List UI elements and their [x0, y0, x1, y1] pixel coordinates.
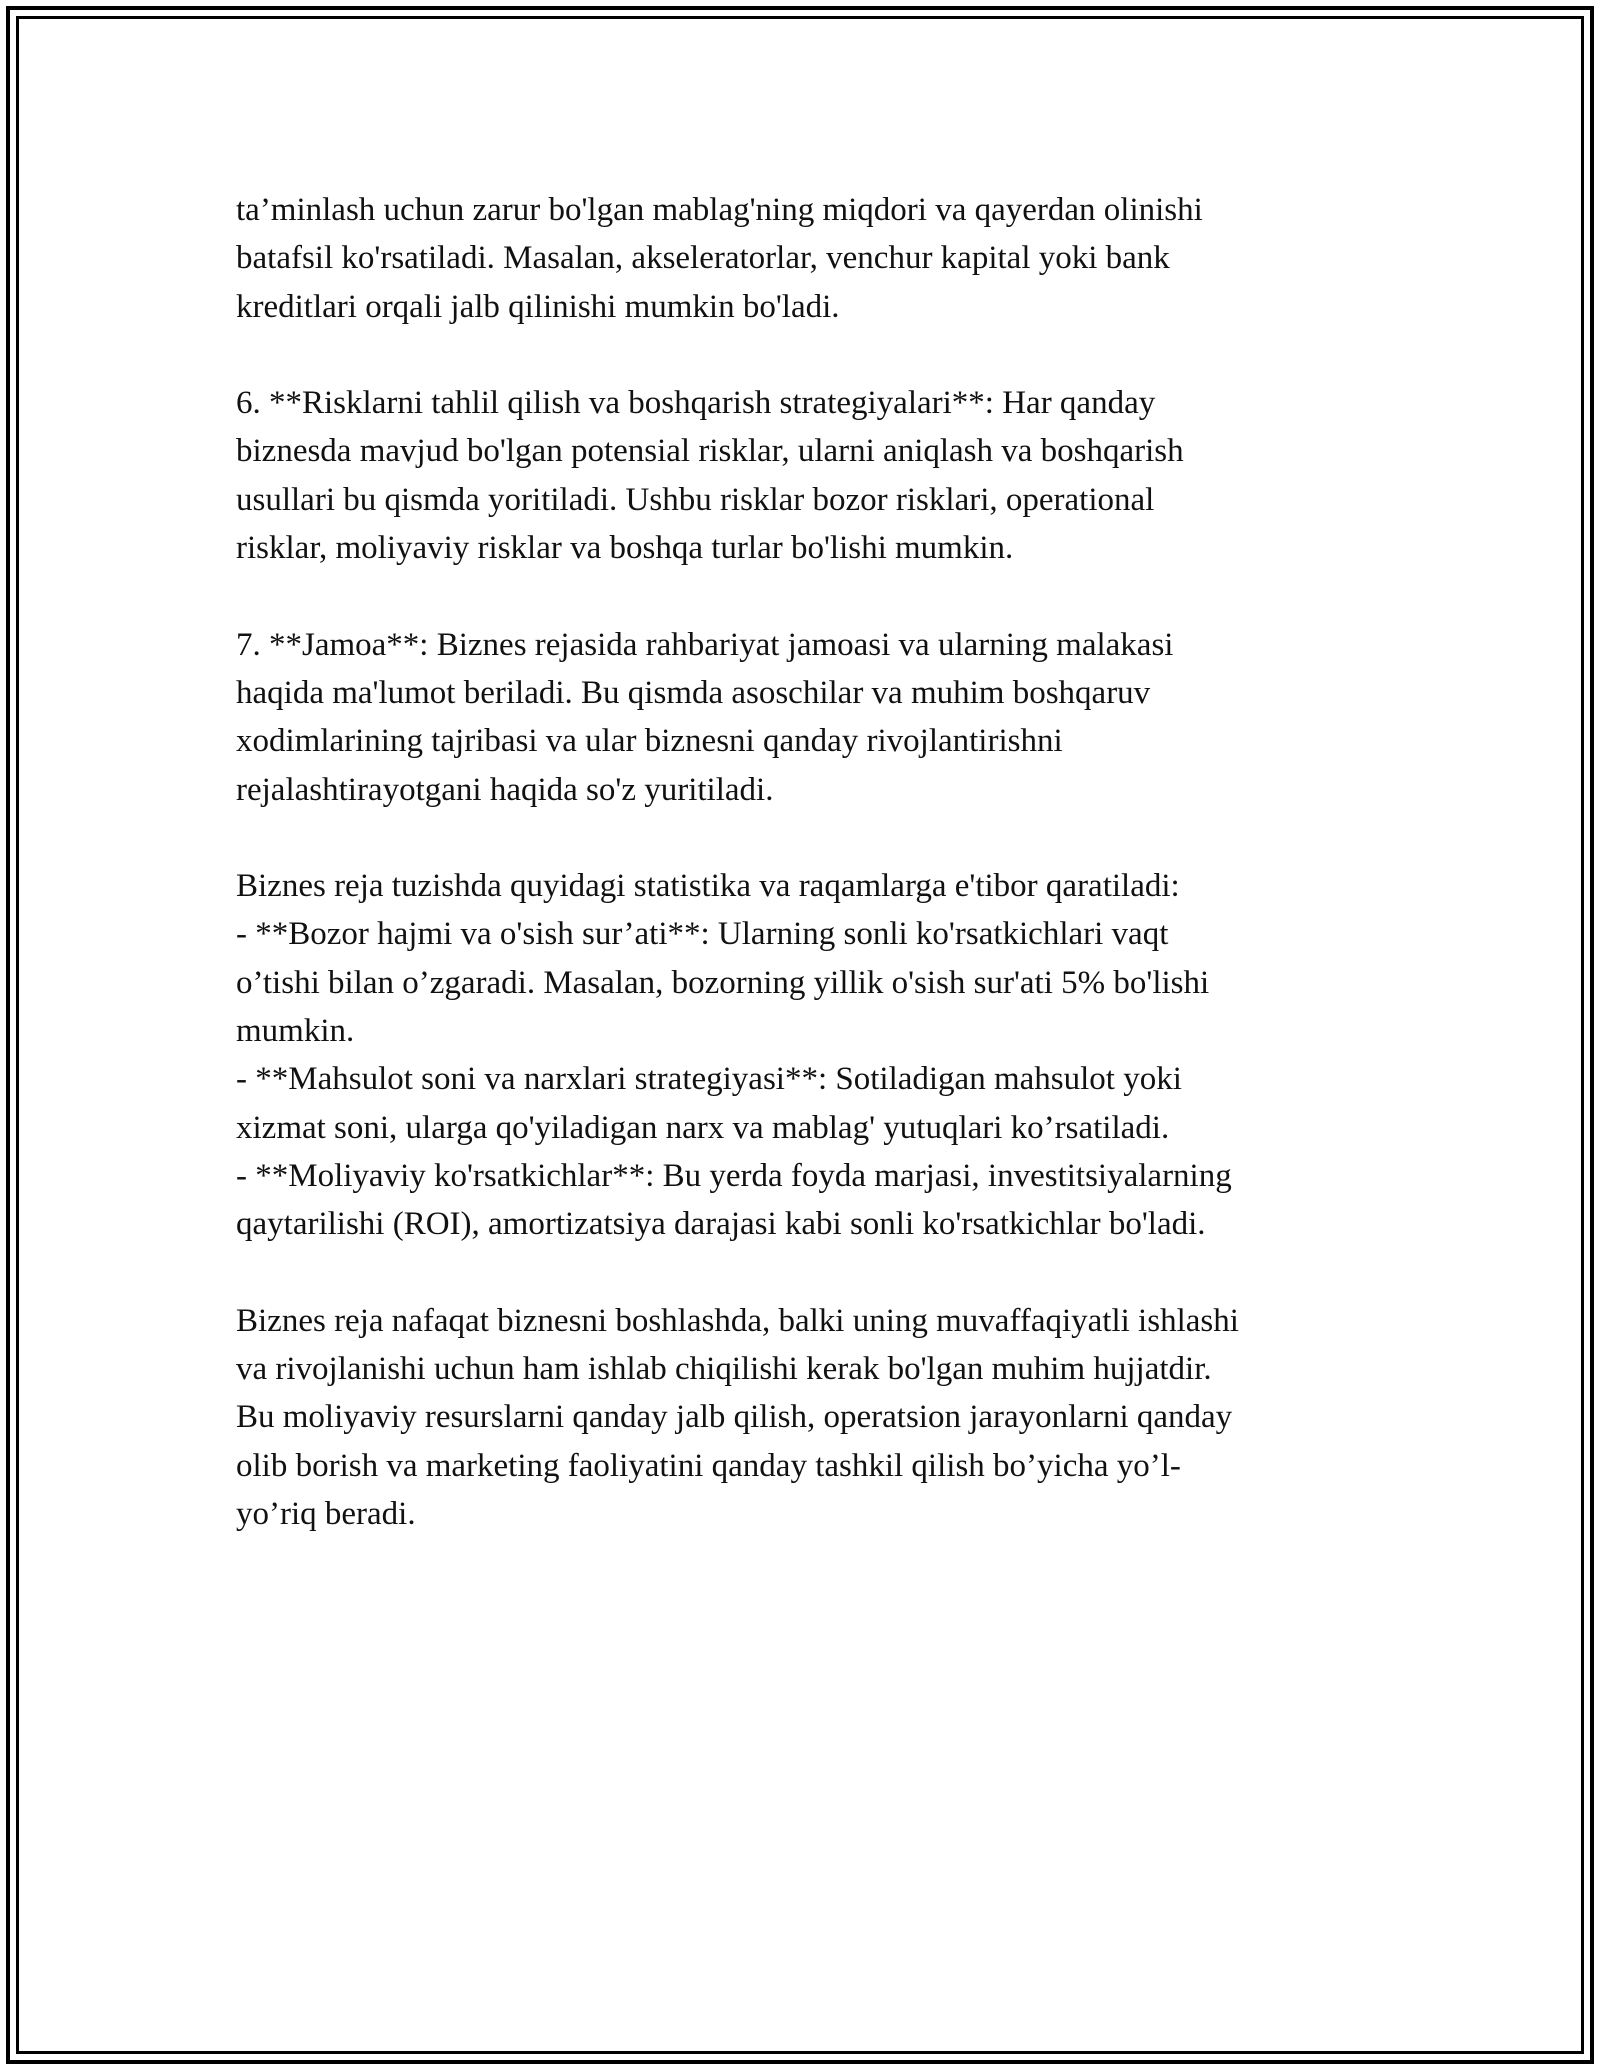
text-line: usullari bu qismda yoritiladi. Ushbu risklar bozor risklari, operational — [236, 481, 1155, 518]
paragraph-conclusion — [236, 1297, 1376, 1538]
paragraph-risks — [236, 379, 1376, 572]
text-line: o’tishi bilan o’zgaradi. Masalan, bozorning yillik o'sish sur'ati 5% bo'lishi — [236, 964, 1210, 1001]
text-line: yo’riq beradi. — [236, 1496, 416, 1533]
paragraph-spacer — [236, 572, 1376, 620]
text-line: 6. **Risklarni tahlil qilish va boshqarish strategiyalari**: Har qanday — [236, 385, 1156, 422]
text-line: xizmat soni, ularga qo'yiladigan narx va mablag' yutuqlari ko’rsatiladi. — [236, 1109, 1170, 1146]
text-line: 7. **Jamoa**: Biznes rejasida rahbariyat jamoasi va ularning malakasi — [236, 626, 1174, 663]
text-line: Bu moliyaviy resurslarni qanday jalb qilish, operatsion jarayonlarni qanday — [236, 1399, 1233, 1436]
paragraph-funding — [236, 186, 1376, 331]
paragraph-spacer — [236, 1249, 1376, 1297]
paragraph-statistics — [236, 862, 1376, 1248]
text-line: xodimlarining tajribasi va ular biznesni qanday rivojlantirishni — [236, 723, 1063, 760]
text-line: - **Moliyaviy ko'rsatkichlar**: Bu yerda foyda marjasi, investitsiyalarning — [236, 1157, 1232, 1194]
text-line: kreditlari orqali jalb qilinishi mumkin bo'ladi. — [236, 288, 840, 325]
text-line: va rivojlanishi uchun ham ishlab chiqilishi kerak bo'lgan muhim hujjatdir. — [236, 1351, 1212, 1388]
text-line: qaytarilishi (ROI), amortizatsiya darajasi kabi sonli ko'rsatkichlar bo'ladi. — [236, 1206, 1206, 1243]
text-line: mumkin. — [236, 1013, 355, 1050]
text-line: ta’minlash uchun zarur bo'lgan mablag'ning miqdori va qayerdan olinishi — [236, 192, 1203, 228]
text-line: Biznes reja tuzishda quyidagi statistika va raqamlarga e'tibor qaratiladi: — [236, 868, 1180, 905]
text-line: - **Mahsulot soni va narxlari strategiyasi**: Sotiladigan mahsulot yoki — [236, 1061, 1182, 1098]
text-line: - **Bozor hajmi va o'sish sur’ati**: Ularning sonli ko'rsatkichlari vaqt — [236, 916, 1169, 953]
text-line: Biznes reja nafaqat biznesni boshlashda, balki uning muvaffaqiyatli ishlashi — [236, 1302, 1239, 1339]
text-line: batafsil ko'rsatiladi. Masalan, akseleratorlar, venchur kapital yoki bank — [236, 240, 1170, 277]
paragraph-spacer — [236, 331, 1376, 379]
text-line: rejalashtirayotgani haqida so'z yuritiladi. — [236, 771, 774, 808]
document-body — [236, 186, 1376, 1538]
text-line: haqida ma'lumot beriladi. Bu qismda asoschilar va muhim boshqaruv — [236, 674, 1151, 711]
text-line: olib borish va marketing faoliyatini qanday tashkil qilish bo’yicha yo’l- — [236, 1447, 1181, 1484]
paragraph-team — [236, 621, 1376, 814]
text-line: biznesda mavjud bo'lgan potensial risklar, ularni aniqlash va boshqarish — [236, 433, 1184, 470]
text-line: risklar, moliyaviy risklar va boshqa turlar bo'lishi mumkin. — [236, 530, 1014, 567]
paragraph-spacer — [236, 814, 1376, 862]
